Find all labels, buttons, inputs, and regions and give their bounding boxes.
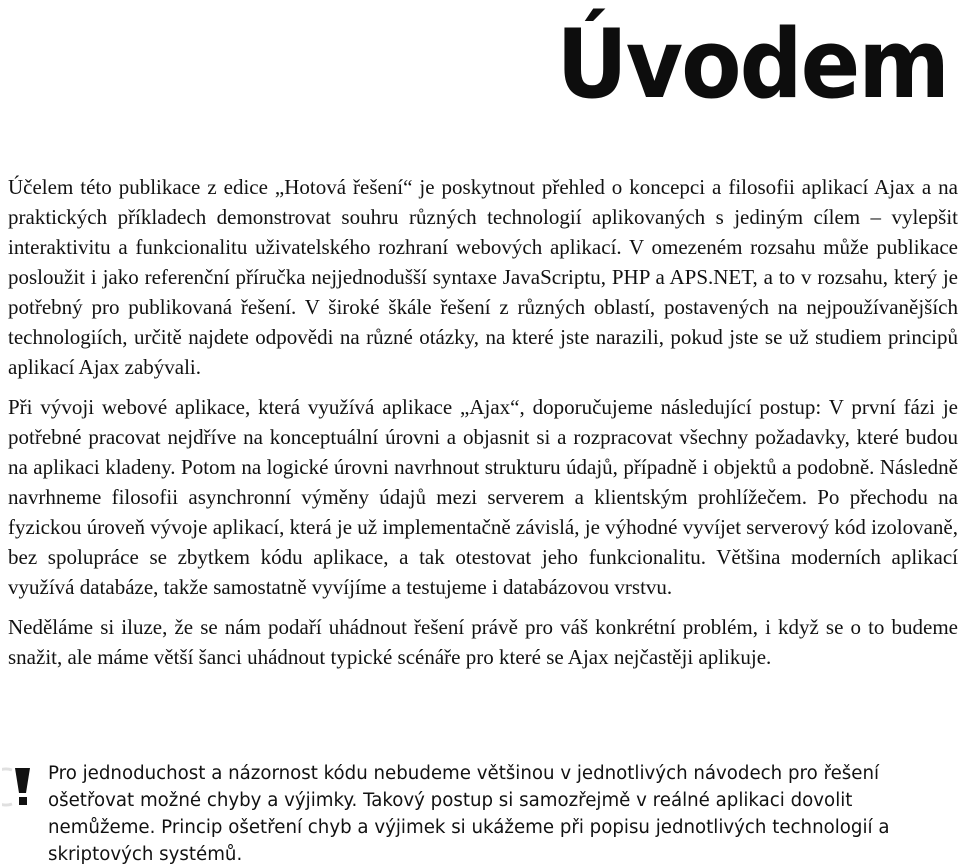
body-text bbox=[8, 172, 958, 682]
note-text: Pro jednoduchost a názornost kódu nebudeme většinou v jednotlivých návodech pro řešení ošetřovat možné chyby a výjimky. Takový postup si samozřejmě v reálné aplikaci dovolit nemůžeme. Princip ošetření chyb a výjimek si ukážeme při popisu jednotlivých technologií a skriptových systémů. bbox=[48, 763, 890, 865]
paragraph: Účelem této publikace z edice „Hotová řešení“ je poskytnout přehled o koncepci a filosofii aplikací Ajax a na praktických příkladech demonstrovat souhru různých technologií aplikovaných s jediným cílem – vylepšit interaktivitu a funkcionalitu uživatelského rozhraní webových aplikací. V omezeném rozsahu může publikace posloužit i jako referenční příručka nejjednodušší syntaxe JavaScriptu, PHP a APS.NET, a to v rozsahu, který je potřebný pro publikovaná řešení. V široké škále řešení z různých oblastí, postavených na nejpoužívanějších technologiích, určitě najdete odpovědi na různé otázky, na které jste narazili, pokud jste se už studiem principů aplikací Ajax zabývali. bbox=[8, 175, 958, 379]
chapter-title: Úvodem bbox=[556, 8, 948, 120]
paragraph: Neděláme si iluze, že se nám podaří uhádnout řešení právě pro váš konkrétní problém, i když se o to budeme snažit, ale máme větší šanci uhádnout typické scénáře pro které se Ajax nejčastěji aplikuje. bbox=[8, 615, 958, 669]
note-box bbox=[0, 760, 958, 868]
exclamation-icon bbox=[2, 764, 42, 808]
paragraph: Při vývoji webové aplikace, která využívá aplikace „Ajax“, doporučujeme následující postup: V první fázi je potřebné pracovat nejdříve na konceptuální úrovni a objasnit si a rozpracovat všechny požadavky, které budou na aplikaci kladeny. Potom na logické úrovni navrhnout strukturu údajů, případně i objektů a podobně. Následně navrhneme filosofii asynchronní výměny údajů mezi serverem a klientským prohlížečem. Po přechodu na fyzickou úroveň vývoje aplikací, která je už implementačně závislá, je výhodné vyvíjet serverový kód izolovaně, bez spolupráce se zbytkem kódu aplikace, a tak otestovat jeho funkcionalitu. Většina moderních aplikací využívá databáze, takže samostatně vyvíjíme a testujeme i databázovou vrstvu. bbox=[8, 395, 958, 599]
